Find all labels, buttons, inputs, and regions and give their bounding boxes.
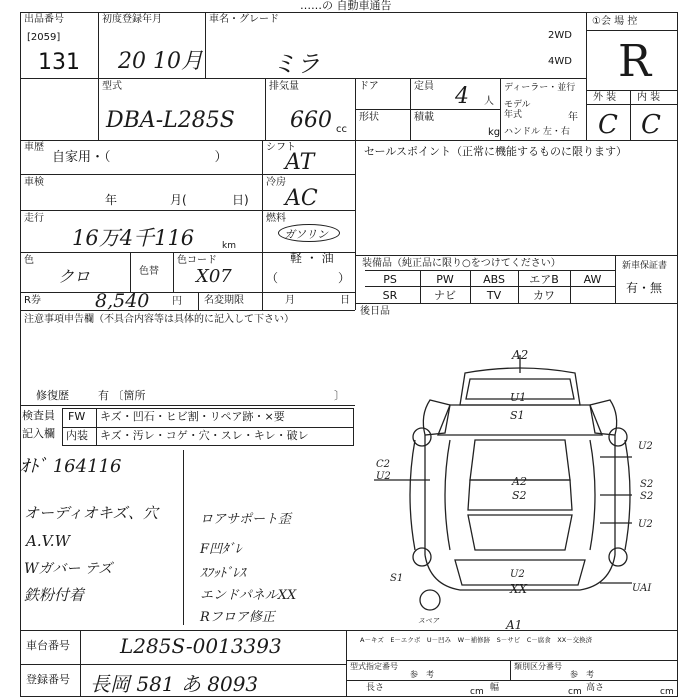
mark-right-uai: UAI <box>632 583 652 594</box>
recycle-value: 8,540 <box>95 290 150 312</box>
interior-items: キズ・汚レ・コゲ・穴・スレ・キレ・破レ <box>100 429 309 442</box>
interior-grade: C <box>641 110 661 140</box>
inspector-label: 検査員 <box>22 409 55 422</box>
equip-ps: PS <box>383 273 397 286</box>
mark-right-s2b: S2 <box>640 491 654 502</box>
reg-value: 長岡 581 あ 8093 <box>90 672 259 696</box>
interior-check-label: 内装 <box>66 429 88 442</box>
mark-top: A2 <box>512 348 529 362</box>
class-ref: 参 考 <box>570 670 594 679</box>
car-damage-diagram <box>370 345 670 630</box>
color-code-label: 色コード <box>177 255 217 266</box>
capacity-label: 定員 <box>414 81 434 92</box>
type-label: 型式 <box>102 81 122 92</box>
mileage-label: 走行 <box>24 213 44 224</box>
displacement-value: 660 <box>290 108 332 133</box>
handle-label: ハンドル 左・右 <box>504 127 570 137</box>
reg-label: 登録番号 <box>26 673 70 686</box>
load-unit: kg <box>488 127 501 138</box>
sales-point-label: セールスポイント（正常に機能するものに限ります） <box>364 145 628 158</box>
mark-left-s1: S1 <box>390 573 404 584</box>
mark-s1: S1 <box>510 409 525 422</box>
mark-u1: U1 <box>510 391 527 404</box>
drive-2wd: 2WD <box>548 30 572 41</box>
inspection-month: 月( <box>170 193 187 207</box>
ac-value: AC <box>285 186 318 211</box>
ac-label: 冷房 <box>266 177 286 188</box>
equipment-label: 装備品（純正品に限り○をつけてください） <box>362 258 561 269</box>
width-label: 幅 <box>490 683 500 693</box>
load-label: 積載 <box>414 112 434 123</box>
inspection-label: 車検 <box>24 177 44 188</box>
exterior-label: 外 装 <box>593 92 617 103</box>
capacity-value: 4 <box>455 84 469 109</box>
fw-label: FW <box>68 410 86 423</box>
post-install-label: 後日品 <box>360 306 390 317</box>
first-reg-label: 初度登録年月 <box>102 14 162 25</box>
new-warranty-label: 新車保証書 <box>622 261 668 271</box>
note-left-4: 鉄粉付着 <box>24 586 85 604</box>
displacement-label: 排気量 <box>269 81 299 92</box>
mark-right-upper: U2 <box>638 441 653 452</box>
capacity-unit: 人 <box>484 96 494 107</box>
shift-label: シフト <box>266 142 296 153</box>
note-right-3: ｽﾌｯﾄﾞﾚｽ <box>200 566 246 581</box>
mileage-value: 16万4千116 <box>72 226 195 250</box>
mark-center-s2: S2 <box>512 489 527 502</box>
exterior-grade: C <box>598 110 618 140</box>
mark-left-c2: C2 <box>376 459 391 470</box>
note-right-2: F凹ﾀﾞﾚ <box>200 542 242 557</box>
length-unit: cm <box>470 687 484 697</box>
lot-code: [2059] <box>27 32 61 43</box>
history-label: 車歴 <box>24 142 44 153</box>
equip-sr: SR <box>382 289 398 302</box>
name-change-day: 日 <box>340 295 350 306</box>
inspection-day: 日) <box>232 193 249 207</box>
notes-label: 注意事項申告欄（不具合内容等は具体的に記入して下さい） <box>24 314 294 325</box>
displacement-unit: cc <box>336 124 347 135</box>
equip-aw: AW <box>583 273 602 286</box>
mark-left-u2: U2 <box>376 471 391 482</box>
note-right-1: ロアサポート歪 <box>200 512 292 527</box>
dealer-label: ディーラー・並行 <box>504 83 576 93</box>
chassis-label: 車台番号 <box>26 639 70 652</box>
note-left-3: Wガバー テズ <box>24 561 113 577</box>
name-change-month: 月 <box>285 295 295 306</box>
equip-navi: ナビ <box>434 289 456 302</box>
width-unit: cm <box>568 687 582 697</box>
mark-bottom: A1 <box>506 618 523 630</box>
recycle-unit: 円 <box>172 296 182 307</box>
lot-label: 出品番号 <box>24 14 64 25</box>
color-code-value: X07 <box>196 266 232 287</box>
name-change-label: 名変期限 <box>204 295 244 306</box>
title-fragment: ‥‥‥の 自動車通告 <box>300 0 392 12</box>
fuel-options: 軽 ・ 油 <box>290 251 334 265</box>
note-right-4: エンドパネルXX <box>200 588 297 603</box>
height-label: 高さ <box>586 683 605 693</box>
chassis-value: L285S-0013393 <box>120 634 282 658</box>
interior-label: 内 装 <box>637 92 661 103</box>
mark-right-lower: U2 <box>638 519 653 530</box>
mark-rear-xx: XX <box>510 582 528 596</box>
eval-grade: R <box>618 36 652 87</box>
eval-prefix: ①会 場 控 <box>592 16 638 27</box>
height-unit: cm <box>660 687 674 697</box>
note-left-2: A.V.W <box>26 532 70 550</box>
model-name-label: 車名・グレード <box>209 14 279 25</box>
mileage-unit: km <box>222 241 236 251</box>
door-label: ドア <box>359 81 379 92</box>
fw-items: キズ・凹石・ヒビ割・リペア跡・×要 <box>100 410 285 423</box>
color-change-label: 色替 <box>139 266 159 277</box>
model-year-unit: 年 <box>568 112 578 123</box>
model-name-value: ミラ <box>272 50 320 78</box>
repair-close: 〕 <box>334 389 345 402</box>
lot-number: 131 <box>38 50 80 75</box>
type-num-label: 型式指定番号 <box>350 662 398 671</box>
note-left-1: オーディオキズ、穴 <box>24 504 158 522</box>
repair-value: 有 〔箇所 <box>98 389 146 402</box>
color-value: クロ <box>58 267 91 286</box>
equip-pw: PW <box>436 273 454 286</box>
mark-spare: スペア <box>418 617 439 625</box>
new-warranty-value: 有・無 <box>626 281 663 295</box>
fuel-label: 燃料 <box>266 213 286 224</box>
equip-airbag: エアB <box>529 273 559 286</box>
equip-leather: カワ <box>533 289 555 302</box>
history-value: 自家用・（ ） <box>52 150 228 165</box>
first-reg-value: 20 10月 <box>118 49 203 74</box>
type-value: DBA-L285S <box>106 108 235 133</box>
odo-note: ｵﾄﾞ 164116 <box>20 456 122 477</box>
length-label: 長さ <box>366 683 385 693</box>
equip-tv: TV <box>486 289 502 302</box>
shift-value: AT <box>285 150 315 175</box>
inspection-year: 年 <box>105 193 118 207</box>
mark-right-s2a: S2 <box>640 479 654 490</box>
repair-label: 修復歴 <box>36 389 69 402</box>
entry-label: 記入欄 <box>22 427 55 440</box>
recycle-label: R券 <box>24 295 41 306</box>
fuel-value: ガソリン <box>284 228 328 241</box>
class-label: 類別区分番号 <box>514 662 562 671</box>
drive-4wd: 4WD <box>548 56 572 67</box>
shape-label: 形状 <box>359 112 379 123</box>
color-label: 色 <box>24 255 34 266</box>
mark-rear-u2: U2 <box>510 569 525 580</box>
note-right-5: Rフロア修正 <box>200 610 275 625</box>
mark-center-a2: A2 <box>512 475 527 488</box>
legend: A－キズ E－エクボ U－凹み W－補修跡 S－サビ C－腐食 XX－交換済 <box>360 636 593 644</box>
fuel-paren: （ ） <box>266 271 351 285</box>
model-year-label: モデル年式 <box>504 100 531 120</box>
type-num-ref: 参 考 <box>410 670 434 679</box>
equip-abs: ABS <box>483 273 505 286</box>
